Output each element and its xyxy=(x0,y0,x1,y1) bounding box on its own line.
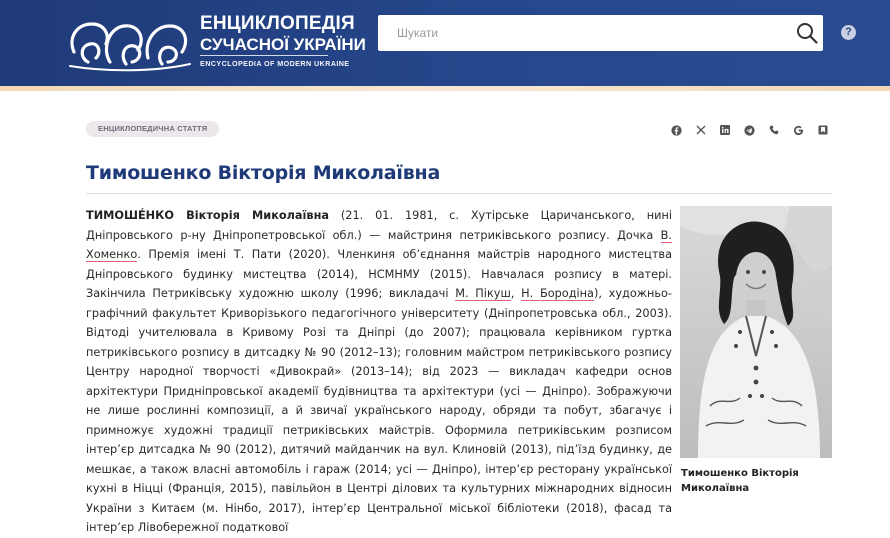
search-box xyxy=(378,15,823,51)
logo-subtitle: СУЧАСНОЇ УКРАЇНИ xyxy=(200,35,366,54)
link-n-borodina[interactable]: Н. Бородіна xyxy=(521,287,594,300)
article-type-badge: ЕНЦИКЛОПЕДИЧНА СТАТТЯ xyxy=(86,121,219,137)
search-icon[interactable] xyxy=(796,22,818,44)
share-bar xyxy=(664,122,836,138)
photo-caption: Тимошенко Вікторія Миколаївна xyxy=(681,468,799,494)
telegram-icon[interactable] xyxy=(738,122,763,138)
facebook-icon[interactable] xyxy=(664,122,689,138)
article-text: , xyxy=(510,287,522,300)
portrait-image xyxy=(680,206,832,458)
link-m-pikush[interactable]: М. Пікуш xyxy=(455,287,511,300)
logo-title: ЕНЦИКЛОПЕДІЯ xyxy=(200,13,355,34)
logo-english: ENCYCLOPEDIA OF MODERN UKRAINE xyxy=(200,59,350,68)
logo-divider xyxy=(200,55,328,56)
search-input[interactable] xyxy=(378,15,778,51)
portrait-photo[interactable] xyxy=(680,206,832,458)
site-header xyxy=(0,0,890,86)
article-text: . Премія імені Т. Пати (2020). Членкиня об’єднання майстрів народного мистецтва Дніпровського будинку мистецтва (2014), НСМНМУ (2015). Навчалася розпису в матері. Закінчила Петриківську художню школу (1996; викладачі xyxy=(86,248,672,300)
link-v-khomenko[interactable]: В. Хоменко xyxy=(86,228,672,261)
page-title: Тимошенко Вікторія Миколаївна xyxy=(86,162,441,184)
x-icon[interactable] xyxy=(689,122,714,138)
logo-icon[interactable] xyxy=(66,12,194,74)
linkedin-icon[interactable] xyxy=(713,122,738,138)
article-body xyxy=(86,206,672,538)
google-icon[interactable] xyxy=(787,122,812,138)
logo-text[interactable] xyxy=(200,14,366,68)
article-text: (21. 01. 1981, с. Хутірське Царичанського, нині Дніпровського р-ну Дніпропетровської обл.) — майстриня петриківського розпису. Дочка xyxy=(86,209,672,242)
bookmark-icon[interactable] xyxy=(811,122,836,138)
article-text: ), художньо-графічний факультет Криворізького педагогічного університету (Дніпропетровська обл., 2003). Відтоді учителювала в Кривому Розі та Дніпрі (до 2007); працювала керівником гуртка петриківського розпису в дитсадку № 90 (2012–13); головним майстром петриківського розпису Центру народної творчості «Дивокрай» (2013–14); від 2023 — викладач кафедри основ архітектури Придніпровської академії будівництва та архітектури (усі — Дніпро). Зображуючи не лише рослинні композиції, а й звичаї українського народу, обряди та побут, збагачує і примножує художні традиції петриківських майстрів. Оформила петриківським розписом інтер’єр дитсадка № 90 (2012), дитячий майданчик на вул. Клиновій (2013), під’їзд будинку, де мешкає, а також власні автомобіль і гараж (2014; усі — Дніпро), інтер’єр ресторану української кухні в Ніцці (Франція, 2015), павільйон в Центрі ділових та культурних міжнародних відносин України з Китаєм (м. Нінбо, 2017), інтер’єр Центральної міської бібліотеки (2018), фасад та інтер’єр Лівобережної податкової xyxy=(86,287,672,534)
article-headword: ТИМОШÉНКО Вікторія Миколаївна xyxy=(86,209,329,222)
title-divider xyxy=(86,193,832,194)
phone-icon[interactable] xyxy=(762,122,787,138)
header-stripe xyxy=(0,86,890,91)
help-icon[interactable]: ? xyxy=(841,25,856,40)
